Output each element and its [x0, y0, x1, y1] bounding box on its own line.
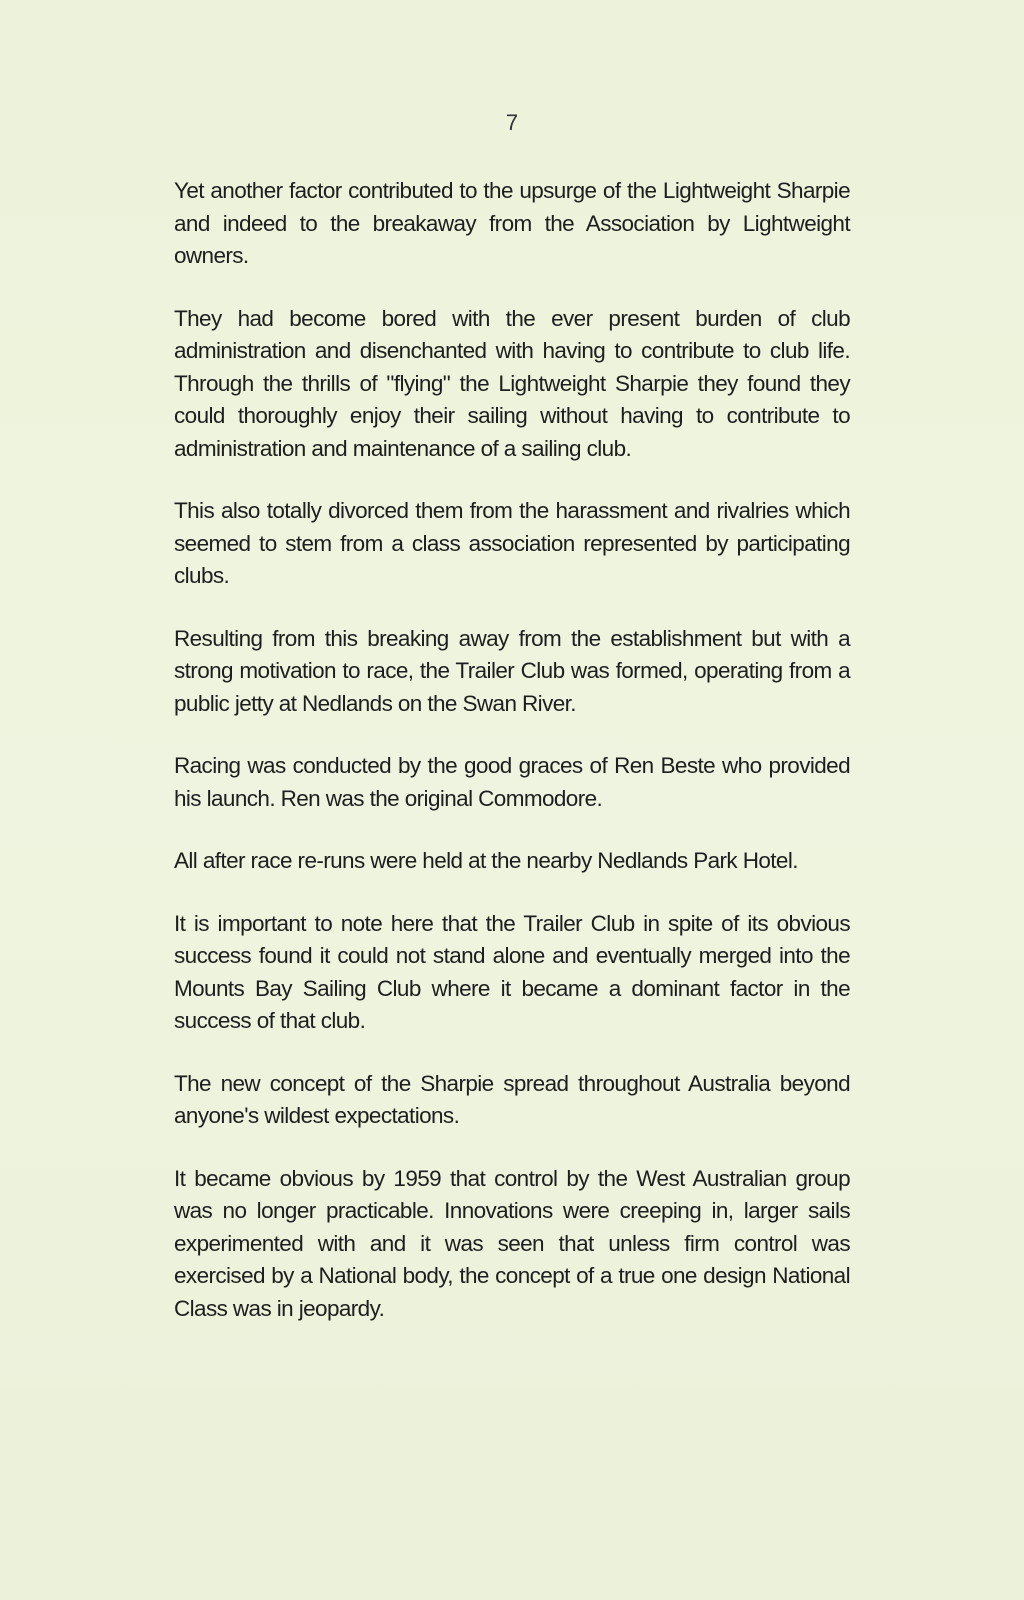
paragraph-2: They had become bored with the ever present burden of club administration and disenchanted with having to contribute to club life. Through the thrills of "flying" the Lightweight Sharpie they found they could thoroughly enjoy their sailing without having to contribute to administration and maintenance of a sailing club. [174, 305, 850, 461]
paragraph-6: All after race re-runs were held at the nearby Nedlands Park Hotel. [174, 848, 798, 873]
body-text [174, 175, 850, 1355]
paragraph-7: It is important to note here that the Trailer Club in spite of its obvious success found it could not stand alone and eventually merged into the Mounts Bay Sailing Club where it became a dominant factor in the success of that club. [174, 910, 850, 1033]
page-number: 7 [505, 110, 519, 135]
paragraph-8: The new concept of the Sharpie spread throughout Australia beyond anyone's wildest expectations. [174, 1070, 850, 1128]
paragraph-9: It became obvious by 1959 that control by the West Australian group was no longer practicable. Innovations were creeping in, larger sails experimented with and it was seen that unless firm control was exercised by a National body, the concept of a true one design National Class was in jeopardy. [174, 1165, 850, 1321]
paragraph-4: Resulting from this breaking away from the establishment but with a strong motivation to race, the Trailer Club was formed, operating from a public jetty at Nedlands on the Swan River. [174, 625, 850, 716]
paragraph-5: Racing was conducted by the good graces of Ren Beste who provided his launch. Ren was the original Commodore. [174, 753, 850, 811]
paragraph-3: This also totally divorced them from the harassment and rivalries which seemed to stem from a class association represented by participating clubs. [174, 498, 850, 588]
paragraph-1: Yet another factor contributed to the upsurge of the Lightweight Sharpie and indeed to the breakaway from the Association by Lightweight owners. [174, 178, 850, 268]
